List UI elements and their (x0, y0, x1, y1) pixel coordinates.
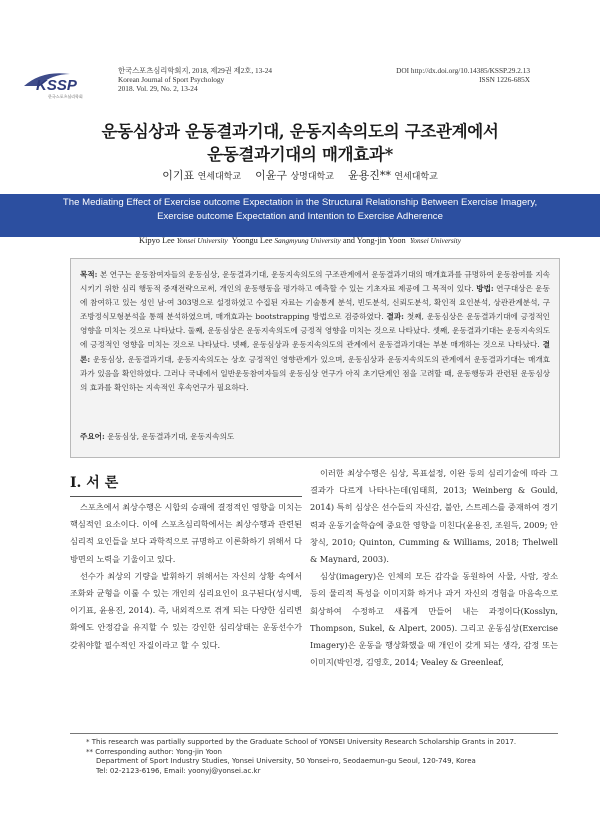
author-3-affiliation: 연세대학교 (394, 172, 438, 182)
abstract-method-label: 방법: (476, 284, 494, 294)
abstract-conclusion: 운동심상, 운동결과기대, 운동지속의도는 상호 긍정적인 영향관계가 있으며, 운동심상과 운동지속의도의 관계에서 운동결과기대는 매개효과가 있음을 확인하였다. 그러나 국내에서 일반운동참여자들의 운동심상 연구가 아직 초기단계인 점을 고려할 때, 운동행동과 관련된 운동심상의 효과를 확인하는 지속적인 후속연구가 필요하다. (80, 354, 550, 392)
author-2: 이윤구 (255, 169, 287, 182)
keywords (80, 431, 550, 442)
author-en-1: Kipyo Lee (139, 236, 175, 245)
author-1: 이기표 (162, 169, 195, 182)
footnote-corresponding: ** Corresponding author: Yong-jin Yoon (86, 747, 222, 756)
body-left-column (70, 499, 302, 654)
english-title-banner (0, 194, 600, 237)
journal-en: Korean Journal of Sport Psychology (118, 74, 225, 84)
journal-logo (22, 68, 104, 96)
body-right-column (310, 465, 558, 671)
author-2-affiliation: 상명대학교 (290, 172, 334, 182)
abstract-result-label: 결과: (386, 312, 404, 322)
abstract-text (80, 268, 550, 395)
journal-volume: 2018. Vol. 29, No. 2, 13-24 (118, 83, 198, 93)
author-en-3: Yong-jin Yoon (356, 236, 406, 245)
authors-korean (0, 167, 600, 183)
body-paragraph: 선수가 최상의 기량을 발휘하기 위해서는 자신의 상황 속에서 조화와 균형을 이룰 수 있는 개인의 심리요인이 요구된다(성시백, 이기표, 윤용진, 2014). 즉, 내외적으로 겪게 되는 다양한 심리변화에도 안정감을 유지할 수 있는 강인한 심리상태는 운동선수가 갖춰야할 필수적인 자질이라고 할 수 있다. (70, 570, 302, 650)
kssp-logo-icon (22, 68, 104, 96)
footnote-address: Department of Sport Industry Studies, Yonsei University, 50 Yonsei-ro, Seodaemun-gu Seoul, 120-749, Korea (96, 757, 476, 766)
doi-info (396, 67, 530, 85)
body-paragraph: 이러한 최상수행은 심상, 목표설정, 이완 등의 심리기술에 따라 그 결과가 다르게 나타나는데(임태희, 2013; Weinberg & Gould, 2014) 특히 심상은 선수들의 자신감, 불안, 스트레스를 중재하여 경기력과 운동기술학습에 중요한 영향을 미친다(윤용진, 조원득, 2009; 안창식, 2010; Quinton, Cumming & Williams, 2018; Thelwell & Maynard, 2003). (310, 468, 558, 565)
abstract-conclusion-label: 결론: (80, 340, 550, 364)
title-line-1: 운동심상과 운동결과기대, 운동지속의도의 구조관계에서 (101, 122, 499, 141)
issn: ISSN 1226-685X (479, 74, 530, 84)
footnotes (86, 738, 516, 776)
title-line-2: 운동결과기대의 매개효과* (207, 145, 393, 164)
abstract-method: 연구대상은 운동에 참여하고 있는 성인 남·여 303명으로 설정하였고 수집된 자료는 기술통계 분석, 빈도분석, 신뢰도분석, 확인적 요인분석, 상관관계분석, 구조방정식모형분석을 통해 분석하였으며, 매개효과는 bootstrapping 방법으로 검증하였다. (80, 284, 550, 322)
author-en-1-affiliation: Yonsei University (176, 236, 228, 245)
journal-ko: 한국스포츠심리학회지, 2018, 제29권 제2호, 13-24 (118, 66, 273, 75)
keywords-list: 운동심상, 운동결과기대, 운동지속의도 (104, 432, 235, 441)
logo-subtitle: 한국스포츠심리학회 (48, 94, 83, 99)
footnote-contact: Tel: 02-2123-6196, Email: yoonyj@yonsei.ac.kr (96, 766, 261, 775)
section-heading: I. 서 론 (70, 472, 302, 497)
author-en-2: Yoongu Lee (231, 236, 273, 245)
svg-text:KSSP: KSSP (36, 77, 77, 94)
author-en-3-affiliation: Yonsei University (409, 236, 461, 245)
doi-link[interactable]: DOI http://dx.doi.org/10.14385/KSSP.29.2.13 (396, 66, 530, 75)
body-paragraph: 스포츠에서 최상수행은 시합의 승패에 결정적인 영향을 미치는 핵심적인 요소이다. 이에 스포츠심리학에서는 최상수행과 관련된 심리적 요인들을 보다 과학적으로 규명하고 이론화하기 위해서 다방면의 노력을 기울이고 있다. (70, 502, 302, 564)
abstract-purpose-label: 목적: (80, 270, 98, 279)
authors-english (0, 236, 600, 245)
author-en-2-affiliation: Sangmyung University (274, 236, 341, 245)
footnote-funding: * This research was partially supported by the Graduate School of YONSEI University Research Scholarship Grants in 2017. (86, 738, 517, 746)
english-title-line-2: Exercise outcome Expectation and Intention to Exercise Adherence (157, 211, 443, 222)
author-3: 윤용진** (347, 169, 391, 182)
abstract-result: 첫째, 운동심상은 운동결과기대에 긍정적인 영향을 미치는 것으로 나타났다. 둘째, 운동심상은 운동지속의도에 긍정적 영향을 미치는 것으로 나타났다. 셋째, 운동결과기대는 운동지속의도에 긍정적인 영향을 미치는 것으로 나타났다. 넷째, 운동심상과 운동지속의도의 관계에서 운동결과기대는 부분 매개하는 것으로 나타났다. (80, 312, 550, 350)
keywords-label: 주요어: (80, 432, 105, 441)
journal-info (118, 67, 272, 93)
footnote-divider (70, 733, 558, 734)
english-title-line-1: The Mediating Effect of Exercise outcome Expectation in the Structural Relationship Between Exercise Imagery, (62, 197, 538, 208)
paper-title (0, 120, 600, 166)
author-1-affiliation: 연세대학교 (197, 172, 242, 182)
author-en-and: and (342, 236, 355, 245)
abstract-purpose: 본 연구는 운동참여자들의 운동심상, 운동결과기대, 운동지속의도의 구조관계에서 운동결과기대의 매개효과를 규명하여 운동참여를 지속시키기 위한 심리 행동적 중재전략으로써, 개인의 운동행동을 평가하고 예측할 수 있는 기초자료 제공에 그 목적이 있다. (80, 270, 550, 294)
body-paragraph: 심상(imagery)은 인체의 모든 감각을 동원하여 사물, 사람, 장소 등의 물리적 특성을 이미지화 하거나 과거 자신의 경험을 마음속으로 회상하여 수정하고 새롭게 만들어 내는 과정이다(Kosslyn, Thompson, Sukel, & Alpert, 2005). 그리고 운동심상(Exercise Imagery)은 운동을 행상화했을 때 개인이 갖게 되는 생각, 감정 또는 이미지(박인경, 김영호, 2014; Vealey & Greenleaf, (310, 571, 558, 668)
